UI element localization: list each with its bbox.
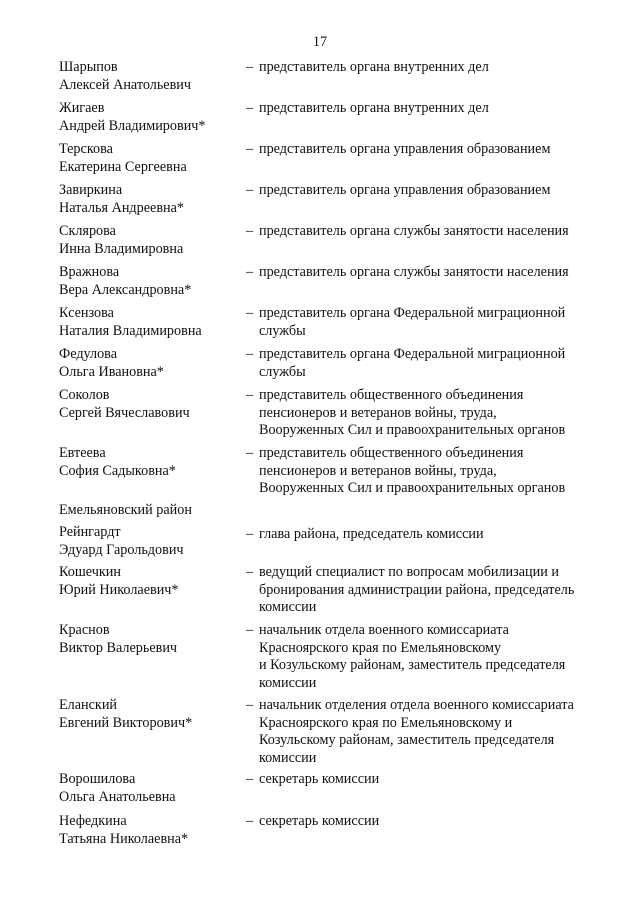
- member-given-names: Наталия Владимировна: [59, 322, 202, 339]
- dash-separator: –: [246, 264, 254, 280]
- member-given-names: Сергей Вячеславович: [59, 404, 190, 421]
- member-role: представитель органа управления образованием: [259, 182, 551, 198]
- member-surname: Ворошилова: [59, 771, 136, 787]
- dash-separator: –: [246, 697, 254, 713]
- member-given-names: София Садыковна*: [59, 462, 176, 479]
- member-given-names: Екатерина Сергеевна: [59, 158, 187, 175]
- member-surname: Еланский: [59, 697, 118, 713]
- member-surname: Завиркина: [59, 182, 123, 198]
- dash-separator: –: [246, 622, 254, 638]
- member-role: начальник отдела военного комиссариата Красноярского края по Емельяновскому и Козульскому районам, заместитель председателя комиссии: [259, 622, 566, 691]
- member-surname: Кошечкин: [59, 564, 121, 580]
- member-role: начальник отделения отдела военного комиссариата Красноярского края по Емельяновскому и Козульскому районам, заместитель председателя комиссии: [259, 697, 574, 766]
- member-given-names: Евгений Викторович*: [59, 714, 193, 731]
- member-role: представитель общественного объединения пенсионеров и ветеранов войны, труда, Вооруженных Сил и правоохранительных органов: [259, 445, 566, 496]
- member-name: [59, 564, 241, 599]
- member-surname: Нефедкина: [59, 813, 127, 829]
- member-role: представитель органа внутренних дел: [259, 59, 489, 75]
- member-given-names: Виктор Валерьевич: [59, 639, 178, 656]
- member-name: [59, 182, 241, 217]
- dash-separator: –: [246, 182, 254, 198]
- dash-separator: –: [246, 387, 254, 403]
- dash-separator: –: [246, 813, 254, 829]
- member-surname: Жигаев: [59, 100, 105, 116]
- member-name: [59, 59, 241, 94]
- dash-separator: –: [246, 564, 254, 580]
- member-role: представитель органа внутренних дел: [259, 100, 489, 116]
- member-given-names: Андрей Владимирович*: [59, 117, 206, 134]
- member-role: представитель органа Федеральной миграционной службы: [259, 346, 566, 380]
- member-role: представитель органа Федеральной миграционной службы: [259, 305, 566, 339]
- member-role: секретарь комиссии: [259, 813, 380, 829]
- member-surname: Краснов: [59, 622, 110, 638]
- page-number: 17: [312, 34, 328, 50]
- member-surname: Вражнова: [59, 264, 120, 280]
- member-role: представитель органа управления образованием: [259, 141, 551, 157]
- member-name: [59, 771, 241, 806]
- member-role: ведущий специалист по вопросам мобилизации и бронирования администрации района, председатель комиссии: [259, 564, 575, 615]
- member-role: глава района, председатель комиссии: [259, 526, 484, 542]
- member-name: [59, 387, 241, 422]
- member-given-names: Вера Александровна*: [59, 281, 192, 298]
- member-name: [59, 445, 241, 480]
- member-given-names: Ольга Ивановна*: [59, 363, 164, 380]
- section-title: Емельяновский район: [59, 502, 192, 518]
- member-name: [59, 524, 241, 559]
- dash-separator: –: [246, 100, 254, 116]
- member-given-names: Эдуард Гарольдович: [59, 541, 184, 558]
- member-role: представитель органа службы занятости населения: [259, 264, 569, 280]
- member-surname: Рейнгардт: [59, 524, 121, 540]
- member-surname: Ксензова: [59, 305, 114, 321]
- member-name: [59, 223, 241, 258]
- member-role: представитель общественного объединения пенсионеров и ветеранов войны, труда, Вооруженных Сил и правоохранительных органов: [259, 387, 566, 438]
- dash-separator: –: [246, 223, 254, 239]
- member-name: [59, 141, 241, 176]
- member-surname: Шарыпов: [59, 59, 118, 75]
- member-given-names: Инна Владимировна: [59, 240, 184, 257]
- dash-separator: –: [246, 526, 254, 542]
- dash-separator: –: [246, 141, 254, 157]
- member-name: [59, 813, 241, 848]
- member-role: секретарь комиссии: [259, 771, 380, 787]
- member-name: [59, 264, 241, 299]
- member-surname: Терскова: [59, 141, 113, 157]
- member-surname: Склярова: [59, 223, 116, 239]
- member-given-names: Татьяна Николаевна*: [59, 830, 189, 847]
- dash-separator: –: [246, 771, 254, 787]
- dash-separator: –: [246, 445, 254, 461]
- member-name: [59, 346, 241, 381]
- member-surname: Евтеева: [59, 445, 106, 461]
- member-given-names: Юрий Николаевич*: [59, 581, 179, 598]
- member-given-names: Наталья Андреевна*: [59, 199, 185, 216]
- member-role: представитель органа службы занятости населения: [259, 223, 569, 239]
- dash-separator: –: [246, 305, 254, 321]
- member-given-names: Ольга Анатольевна: [59, 788, 176, 805]
- member-name: [59, 697, 241, 732]
- member-surname: Федулова: [59, 346, 117, 362]
- member-given-names: Алексей Анатольевич: [59, 76, 192, 93]
- member-name: [59, 622, 241, 657]
- member-name: [59, 305, 241, 340]
- member-name: [59, 100, 241, 135]
- dash-separator: –: [246, 59, 254, 75]
- dash-separator: –: [246, 346, 254, 362]
- member-surname: Соколов: [59, 387, 110, 403]
